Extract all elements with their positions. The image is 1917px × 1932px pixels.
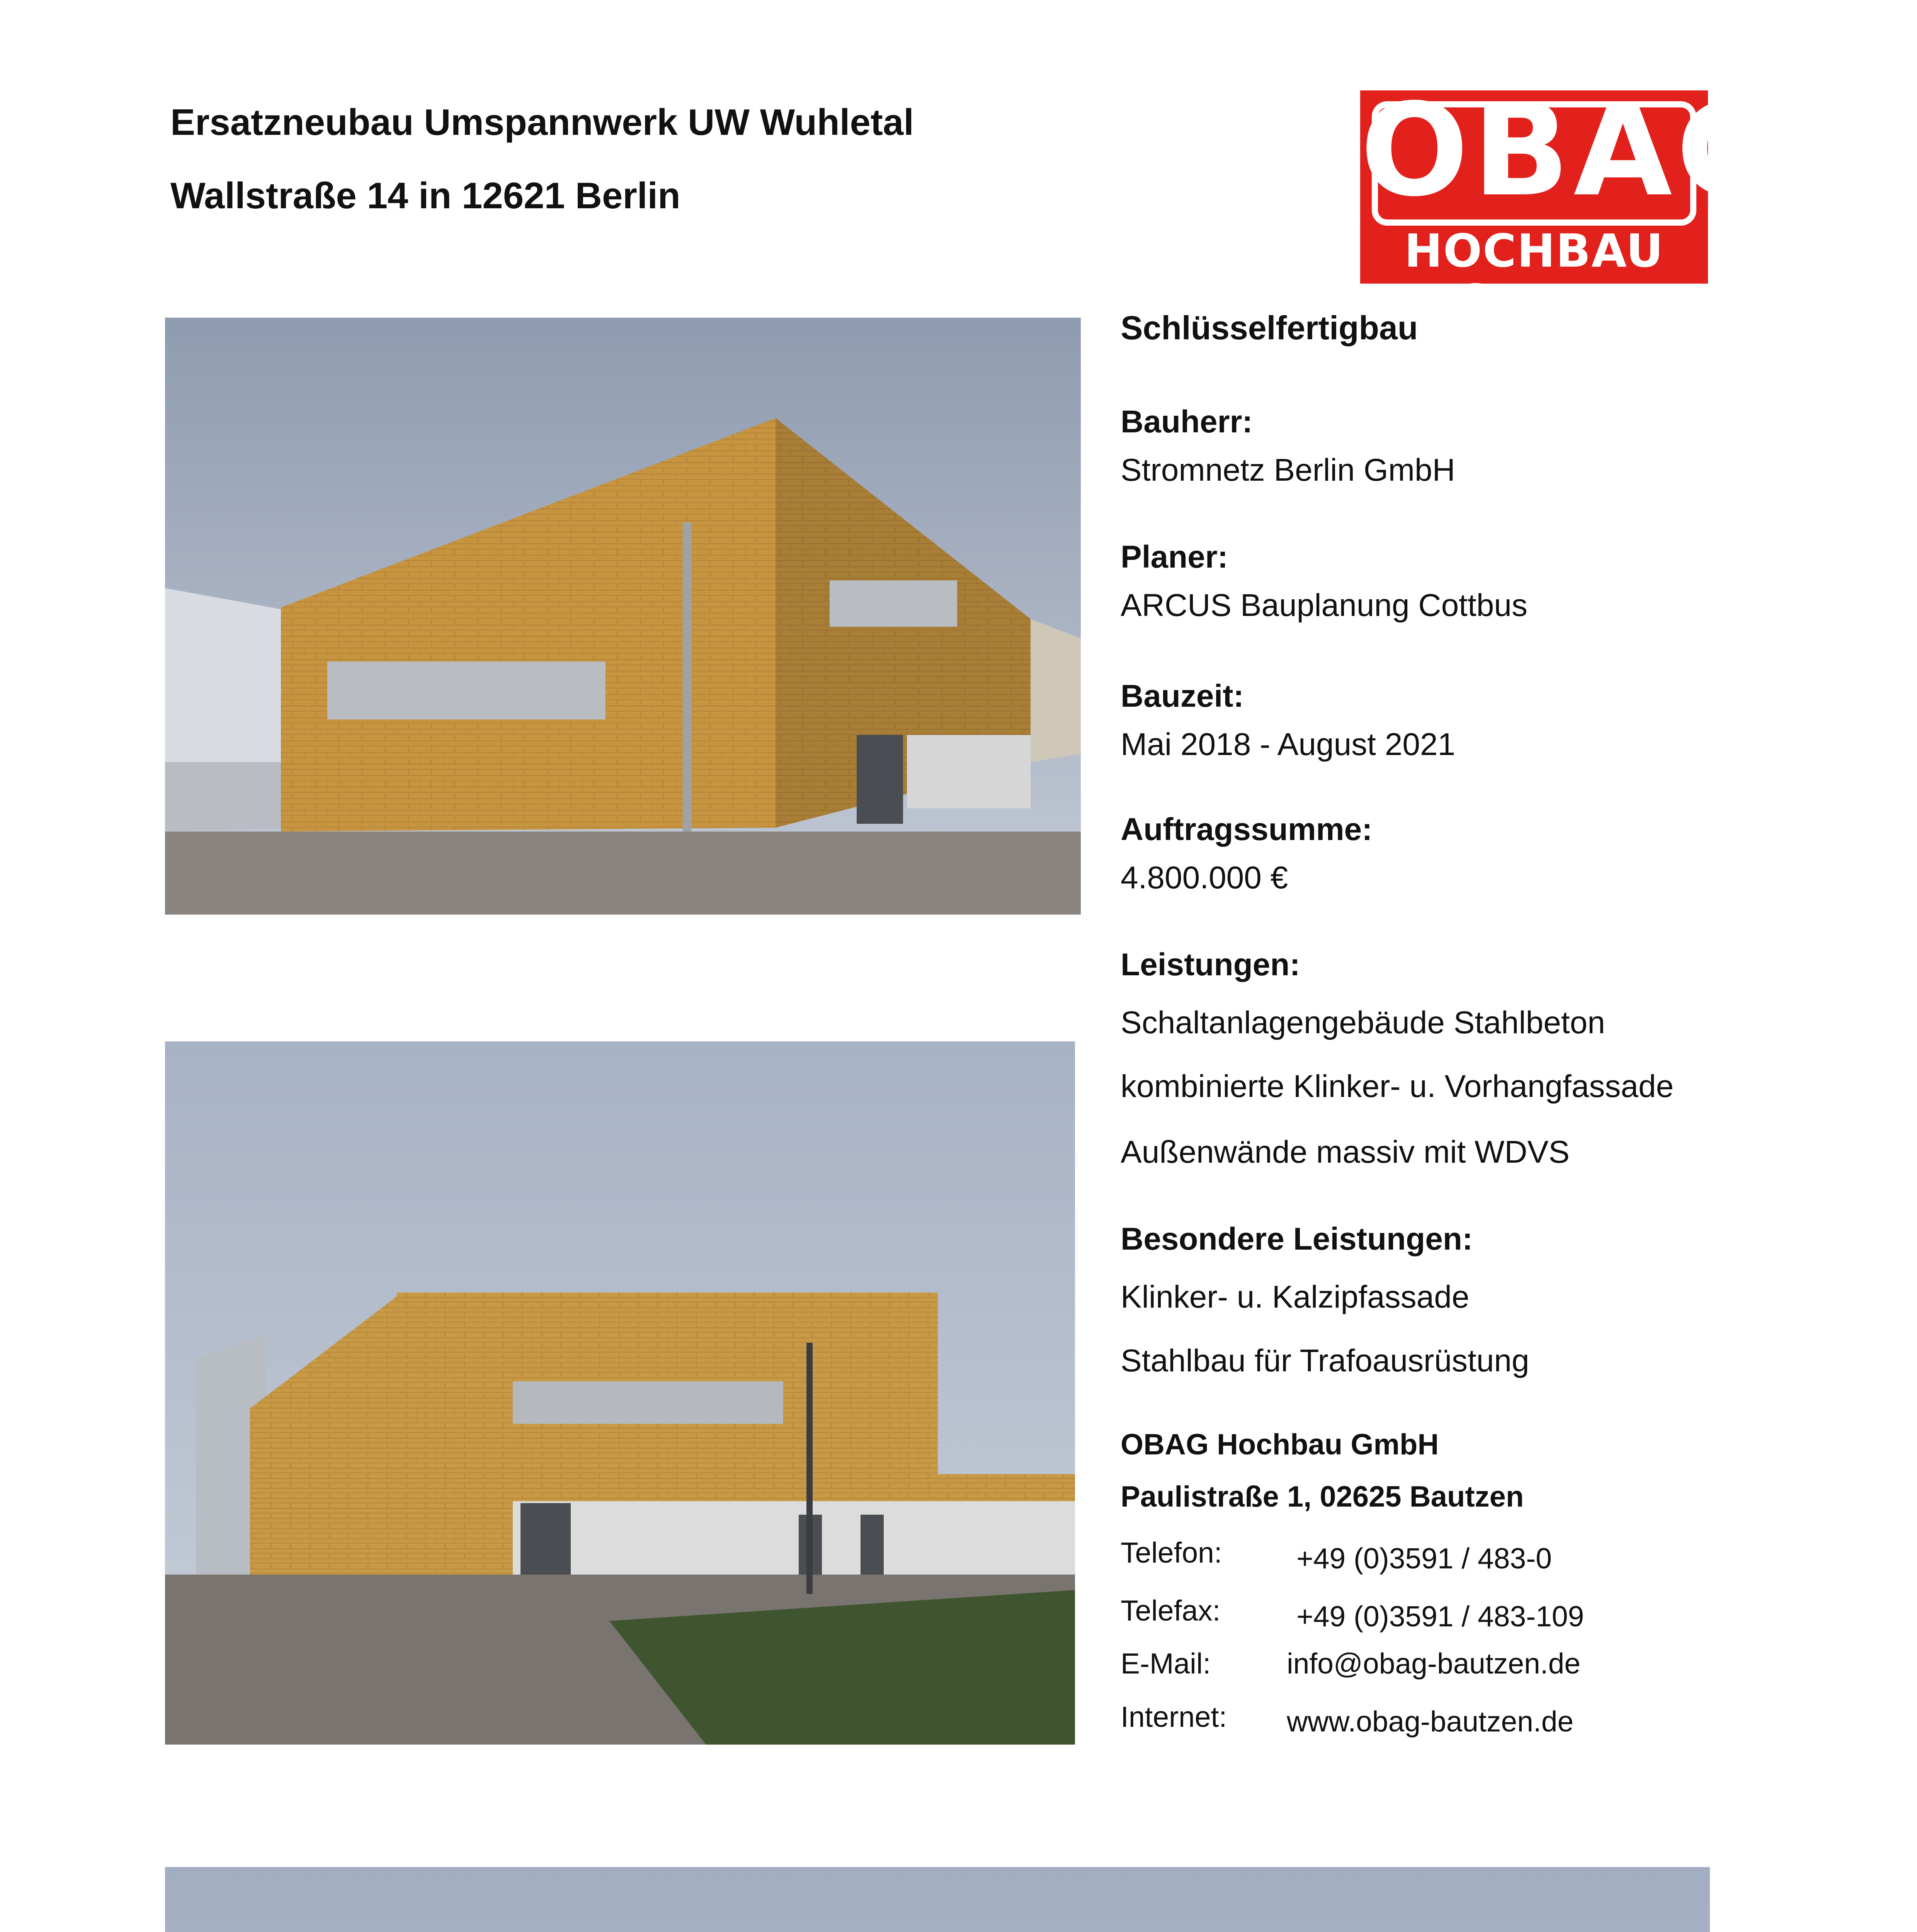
- besondere-leistungen-item: Stahlbau für Trafoausrüstung: [1121, 1343, 1529, 1378]
- company-address: Paulistraße 1, 02625 Bautzen: [1121, 1480, 1524, 1513]
- leistungen-item: Außenwände massiv mit WDVS: [1121, 1134, 1570, 1170]
- auftragssumme-value: 4.800.000 €: [1121, 860, 1288, 895]
- telefax-value: +49 (0)3591 / 483-109: [1296, 1600, 1584, 1633]
- telefon-label: Telefon:: [1121, 1536, 1222, 1569]
- bauzeit-value: Mai 2018 - August 2021: [1121, 727, 1456, 762]
- document-title: Ersatzneubau Umspannwerk UW Wuhletal: [170, 102, 914, 143]
- logo-name: OBAG: [1360, 76, 1785, 224]
- email-link[interactable]: info@obag-bautzen.de: [1287, 1647, 1581, 1680]
- planer-label: Planer:: [1121, 539, 1228, 575]
- besondere-leistungen-label: Besondere Leistungen:: [1121, 1221, 1473, 1257]
- telefax-label: Telefax:: [1121, 1594, 1221, 1627]
- internet-label: Internet:: [1121, 1701, 1227, 1733]
- planer-value: ARCUS Bauplanung Cottbus: [1121, 588, 1527, 623]
- besondere-leistungen-item: Klinker- u. Kalzipfassade: [1121, 1279, 1470, 1315]
- photo-building-side: [165, 1041, 1075, 1745]
- website-link[interactable]: www.obag-bautzen.de: [1287, 1705, 1574, 1738]
- bauherr-label: Bauherr:: [1121, 404, 1253, 439]
- auftragssumme-label: Auftragssumme:: [1121, 812, 1373, 847]
- obag-logo: [1360, 76, 1785, 328]
- photo-building-front: [165, 1867, 1710, 1932]
- logo-subtitle: HOCHBAU GMBH: [1404, 224, 1664, 328]
- photo-building-corner: [165, 318, 1081, 915]
- telefon-value: +49 (0)3591 / 483-0: [1296, 1542, 1552, 1575]
- email-label: E-Mail:: [1121, 1647, 1211, 1680]
- address-line: Wallstraße 14 in 12621 Berlin: [170, 175, 680, 216]
- leistungen-label: Leistungen:: [1121, 947, 1300, 982]
- leistungen-item: Schaltanlagengebäude Stahlbeton: [1121, 1005, 1605, 1040]
- leistungen-item: kombinierte Klinker- u. Vorhangfassade: [1121, 1069, 1674, 1104]
- company-name: OBAG Hochbau GmbH: [1121, 1428, 1439, 1461]
- bauherr-value: Stromnetz Berlin GmbH: [1121, 452, 1455, 488]
- category-heading: Schlüsselfertigbau: [1121, 310, 1418, 347]
- bauzeit-label: Bauzeit:: [1121, 679, 1244, 714]
